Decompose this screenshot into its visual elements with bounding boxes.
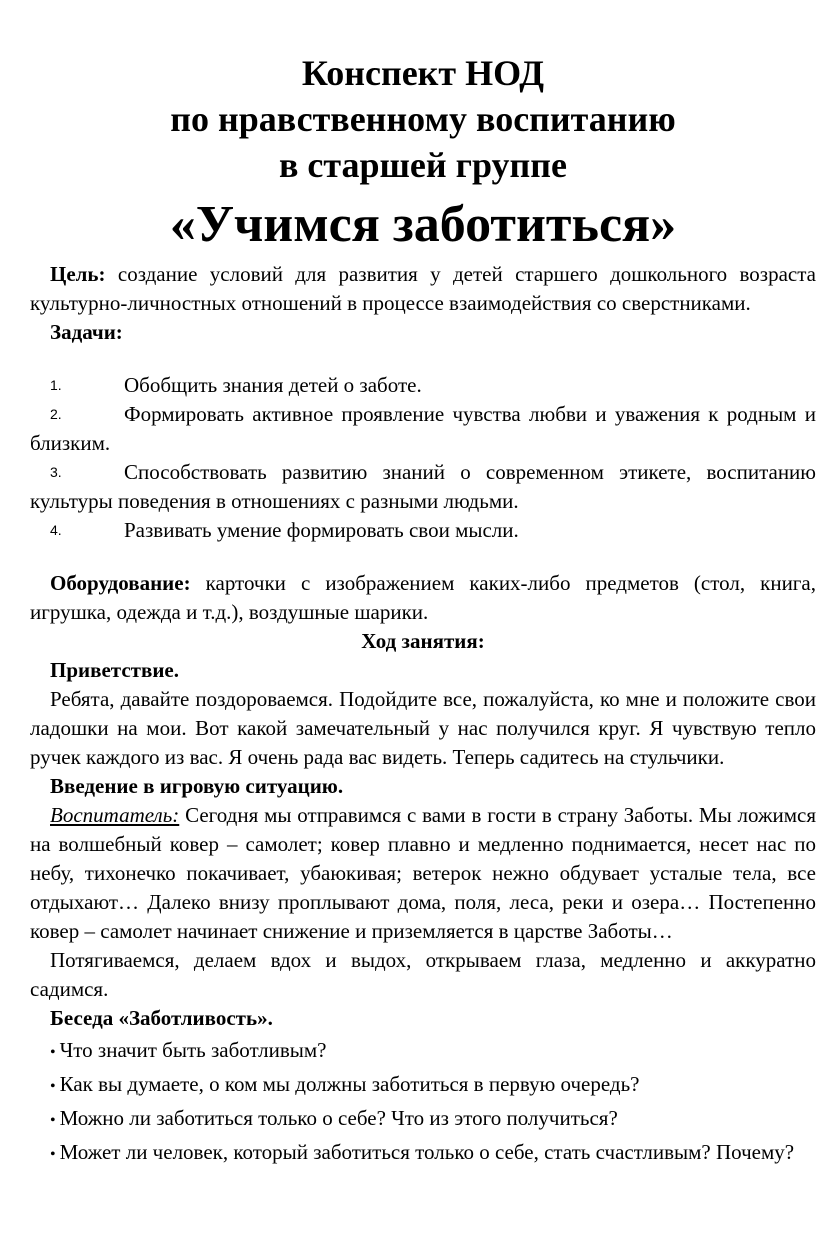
task-number: 4.	[50, 522, 62, 538]
greeting-heading: Приветствие.	[50, 658, 179, 682]
task-text: Способствовать развитию знаний о современном этикете, воспитанию культуры поведения в отношениях с разными людьми.	[30, 460, 816, 513]
title-block	[30, 50, 816, 258]
equipment-paragraph	[30, 569, 816, 627]
task-number: 1.	[50, 377, 62, 393]
bullet-icon: •	[50, 1078, 56, 1095]
intro-text-2: Потягиваемся, делаем вдох и выдох, открываем глаза, медленно и аккуратно садимся.	[30, 948, 816, 1001]
title-line-1: Конспект НОД	[301, 53, 545, 93]
tasks-heading: Задачи:	[50, 320, 123, 344]
goal-label: Цель:	[50, 262, 106, 286]
equipment-label: Оборудование:	[50, 571, 191, 595]
document-page	[30, 50, 816, 1169]
talk-heading: Беседа «Заботливость».	[50, 1006, 273, 1030]
task-item	[30, 516, 816, 545]
document-body	[30, 260, 816, 1169]
task-text: Формировать активное проявление чувства любви и уважения к родным и близким.	[30, 402, 816, 455]
goal-paragraph	[30, 260, 816, 318]
task-number: 2.	[50, 406, 62, 422]
spacer	[30, 545, 816, 569]
lesson-topic: «Учимся заботиться»	[169, 196, 677, 253]
question-item	[30, 1070, 816, 1101]
task-text: Развивать умение формировать свои мысли.	[124, 518, 519, 542]
task-number: 3.	[50, 464, 62, 480]
bullet-icon: •	[50, 1044, 56, 1061]
goal-text: создание условий для развития у детей старшего дошкольного возраста культурно-личностных отношений в процессе взаимодействия со сверстниками.	[30, 262, 816, 315]
question-item	[30, 1104, 816, 1135]
task-item	[30, 400, 816, 458]
bullet-icon: •	[50, 1146, 56, 1163]
question-item	[30, 1036, 816, 1067]
task-text: Обобщить знания детей о заботе.	[124, 373, 422, 397]
title-line-3: в старшей группе	[278, 145, 568, 185]
greeting-text: Ребята, давайте поздороваемся. Подойдите все, пожалуйста, ко мне и положите свои ладошки на мои. Вот какой замечательный у нас получился круг. Я чувствую тепло ручек каждого из вас. Я очень рада вас видеть. Теперь садитесь на стульчики.	[30, 687, 816, 769]
question-text: Можно ли заботиться только о себе? Что из этого получиться?	[59, 1106, 618, 1130]
spacer	[30, 347, 816, 371]
intro-text: Сегодня мы отправимся с вами в гости в страну Заботы. Мы ложимся на волшебный ковер – самолет; ковер плавно и медленно поднимается, несет нас по небу, тихонечко покачивает, убаюкивая; ветерок нежно обдувает усталые тела, все отдыхают… Далеко внизу проплывают дома, поля, леса, реки и озера… Постепенно ковер – самолет начинает снижение и приземляется в царстве Заботы…	[30, 803, 816, 943]
course-heading: Ход занятия:	[361, 629, 485, 653]
speaker-label: Воспитатель:	[50, 803, 180, 827]
question-text: Как вы думаете, о ком мы должны заботиться в первую очередь?	[59, 1072, 640, 1096]
equipment-text: карточки с изображением каких-либо предметов (стол, книга, игрушка, одежда и т.д.), воздушные шарики.	[30, 571, 816, 624]
question-item	[30, 1138, 816, 1169]
question-text: Что значит быть заботливым?	[59, 1038, 327, 1062]
title-line-2: по нравственному воспитанию	[170, 99, 676, 139]
task-item	[30, 458, 816, 516]
question-text: Может ли человек, который заботиться только о себе, стать счастливым? Почему?	[59, 1140, 795, 1164]
bullet-icon: •	[50, 1112, 56, 1129]
intro-paragraph	[30, 801, 816, 946]
task-item	[30, 371, 816, 400]
intro-heading: Введение в игровую ситуацию.	[50, 774, 344, 798]
